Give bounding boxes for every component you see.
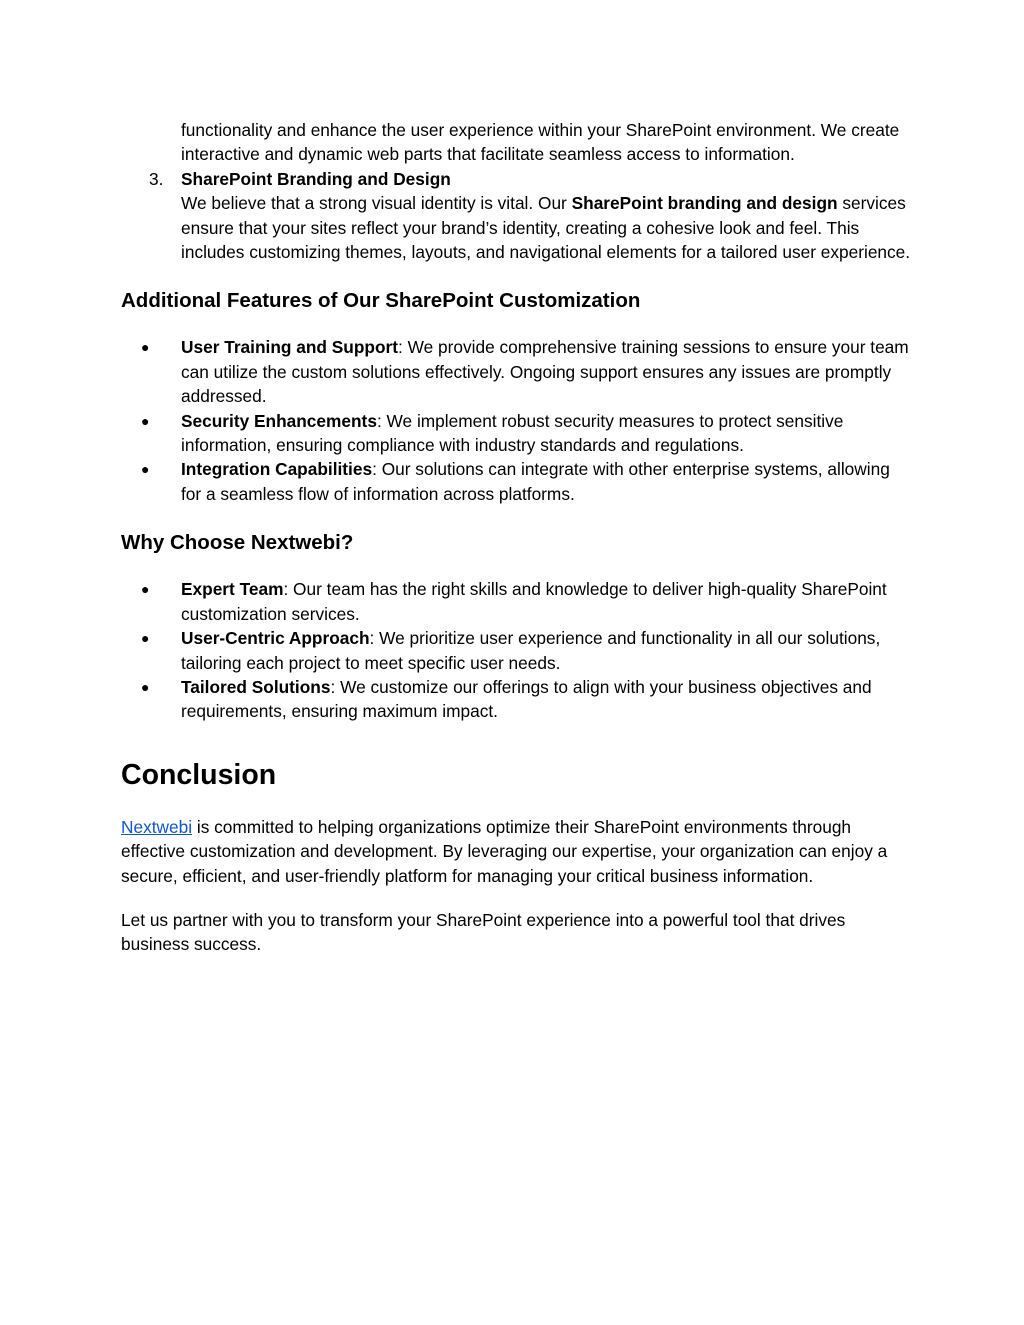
list-item-text: : We provide comprehensive training sessions to ensure your team can utilize the custom solutions effectively. Ongoing support ensures any issues are promptly addressed.	[181, 337, 909, 407]
bullet-icon: ●	[141, 630, 150, 647]
bold-phrase: SharePoint branding and design	[571, 193, 838, 214]
numbered-item-3	[121, 167, 911, 265]
list-item	[121, 626, 911, 675]
bullet-icon: ●	[141, 339, 150, 356]
list-item	[121, 675, 911, 724]
additional-features-list	[121, 335, 911, 506]
list-item-text: : We prioritize user experience and functionality in all our solutions, tailoring each project to meet specific user needs.	[181, 628, 881, 673]
list-item	[121, 409, 911, 458]
conclusion-paragraph-1	[121, 815, 911, 888]
body-text-after: services ensure that your sites reflect your brand’s identity, creating a cohesive look and feel. This includes customizing themes, layouts, and navigational elements for a tailored user experience.	[181, 193, 911, 263]
list-item	[121, 577, 911, 626]
list-item-title: Integration Capabilities	[181, 459, 373, 480]
list-item	[121, 335, 911, 408]
list-item-text: : We customize our offerings to align with your business objectives and requirements, ensuring maximum impact.	[181, 676, 872, 722]
bullet-icon: ●	[141, 581, 150, 598]
conclusion-paragraph-1-text: is committed to helping organizations optimize their SharePoint environments through effective customization and development. By leveraging our expertise, your organization can enjoy a secure, efficient, and user-friendly platform for managing your critical business information.	[121, 816, 888, 886]
numbered-item-body	[181, 191, 911, 264]
list-item-title: Expert Team	[181, 579, 284, 600]
bullet-icon: ●	[141, 461, 150, 478]
list-item-text: : We implement robust security measures to protect sensitive information, ensuring compliance with industry standards and regulations.	[181, 410, 844, 456]
why-choose-list	[121, 577, 911, 723]
list-item-text: : Our solutions can integrate with other enterprise systems, allowing for a seamless flow of information across platforms.	[181, 459, 890, 504]
conclusion-heading: Conclusion	[121, 758, 277, 791]
list-item-title: Security Enhancements	[181, 410, 377, 431]
bullet-icon: ●	[141, 412, 150, 429]
intro-continuation: functionality and enhance the user experience within your SharePoint environment. We create interactive and dynamic web parts that facilitate seamless access to information.	[181, 120, 900, 165]
list-item-text: : Our team has the right skills and knowledge to deliver high-quality SharePoint customization services.	[181, 579, 887, 624]
list-item-title: User-Centric Approach	[181, 628, 370, 649]
body-text-before: We believe that a strong visual identity is vital. Our	[181, 193, 572, 214]
list-item-title: User Training and Support	[181, 337, 398, 358]
conclusion-paragraph-2: Let us partner with you to transform your SharePoint experience into a powerful tool that drives business success.	[121, 909, 846, 955]
section-heading-why-choose: Why Choose Nextwebi?	[121, 531, 354, 555]
bullet-icon: ●	[141, 678, 150, 695]
list-item	[121, 457, 911, 506]
list-item-title: Tailored Solutions	[181, 676, 331, 697]
numbered-item-title: SharePoint Branding and Design	[181, 168, 451, 189]
list-number: 3.	[149, 168, 164, 189]
section-heading-additional-features: Additional Features of Our SharePoint Customization	[121, 289, 641, 313]
document-page	[121, 118, 911, 957]
nextwebi-link[interactable]: Nextwebi	[121, 816, 193, 837]
